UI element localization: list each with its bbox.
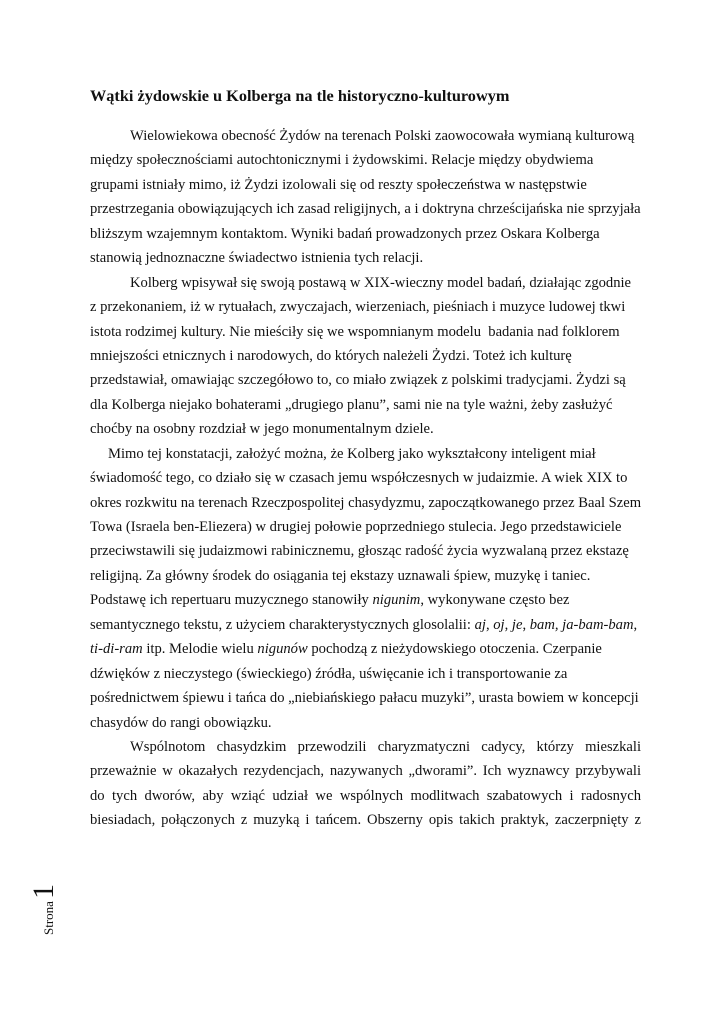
text-run: dla Kolberga niejako bohaterami „drugiego planu”, sami nie na tyle ważni, żeby zasłużyć [90, 396, 613, 413]
text-line [90, 271, 641, 295]
text-line [90, 784, 641, 808]
text-run: Wspólnotom chasydzkim przewodzili charyzmatyczni cadycy, którzy mieszkali [130, 738, 641, 755]
text-run: Mimo tej konstatacji, założyć można, że Kolberg jako wykształcony inteligent miał [108, 445, 596, 462]
page-number-group [27, 875, 67, 935]
text-run: Kolberg wpisywał się swoją postawą w XIX-wieczny model badań, działając zgodnie [130, 274, 632, 291]
text-line [90, 564, 641, 588]
text-line [90, 393, 641, 417]
text-line [90, 686, 641, 710]
page-footer [27, 875, 77, 935]
text-run: do tych dworów, aby wziąć udział we wspólnych modlitwach szabatowych i radosnych [90, 787, 641, 804]
text-run: przeważnie w okazałych rezydencjach, nazywanych „dworami”. Ich wyznawcy przybywali [90, 763, 641, 780]
text-line [90, 466, 641, 490]
text-line [90, 613, 641, 637]
paragraph [90, 735, 641, 833]
text-line [90, 759, 641, 783]
text-run: biesiadach, połączonych z muzyką i tańcem. Obszerny opis takich praktyk, zaczerpnięty z [90, 812, 641, 829]
text-run: itp. Melodie wielu [142, 641, 258, 658]
text-run: przeciwstawili się judaizmowi rabinicznemu, głosząc radość życia wyzwalaną przez ekstazę [90, 543, 629, 560]
text-run: , [485, 616, 494, 633]
text-line [90, 197, 641, 221]
text-run: , [633, 616, 638, 633]
text-line [90, 368, 641, 392]
page-label: Strona [41, 901, 56, 935]
text-run: przedstawiał, omawiając szczegółowo to, co miało związek z polskimi tradycjami. Żydzi są [90, 372, 626, 389]
text-run: pochodzą z nieżydowskiego otoczenia. Czerpanie [307, 641, 602, 658]
italic-term: aj [474, 616, 486, 633]
text-line [90, 442, 641, 466]
text-line [90, 735, 641, 759]
text-run: między społecznościami autochtonicznymi i żydowskimi. Relacje między obydwiema [90, 152, 594, 169]
text-line [90, 417, 641, 441]
italic-term: oj [493, 616, 505, 633]
text-line [90, 320, 641, 344]
italic-term: bam, ja-bam-bam [529, 616, 634, 633]
text-line [90, 539, 641, 563]
text-line [90, 711, 641, 735]
text-run: choćby na osobny rozdział w jego monumentalnym dziele. [90, 421, 434, 438]
text-line [90, 662, 641, 686]
text-line [90, 637, 641, 661]
text-run: Towa (Israela ben-Eliezera) w drugiej połowie poprzedniego stulecia. Jego przedstawiciele [90, 519, 622, 535]
text-run: , [504, 616, 512, 633]
text-run: świadomość tego, co działo się w czasach jemu współczesnych w judaizmie. A wiek XIX to [90, 470, 628, 487]
paragraph [90, 442, 641, 735]
page-number: 1 [27, 884, 60, 900]
text-line [90, 491, 641, 515]
text-run: stanowią jednoznaczne świadectwo istnienia tych relacji. [90, 250, 424, 267]
text-run: grupami istniały mimo, iż Żydzi izolowali się od reszty społeczeństwa w następstwie [90, 176, 587, 193]
text-line [90, 344, 641, 368]
text-run: Wielowiekowa obecność Żydów na terenach Polski zaowocowała wymianą kulturową [130, 128, 635, 144]
document-title: Wątki żydowskie u Kolberga na tle historyczno-kulturowym [90, 86, 510, 105]
paragraph [90, 124, 641, 271]
text-run: bliższym wzajemnym kontaktom. Wyniki badań prowadzonych przez Oskara Kolberga [90, 225, 600, 242]
italic-term: je [511, 616, 523, 633]
text-line [90, 173, 641, 197]
text-run: chasydów do rangi obowiązku. [90, 714, 272, 731]
text-run: , wykonywane często bez [420, 592, 570, 609]
italic-term: nigunów [257, 641, 308, 658]
text-run: semantycznego tekstu, z użyciem charakterystycznych glosolalii: [90, 616, 475, 633]
text-run: z przekonaniem, iż w rytuałach, zwyczajach, wierzeniach, pieśniach i muzyce ludowej tkwi [90, 299, 626, 316]
text-line [90, 246, 641, 270]
text-line [90, 222, 641, 246]
text-run: religijną. Za główny środek do osiągania tej ekstazy uznawali śpiew, muzykę i taniec. [90, 567, 591, 584]
text-run: mniejszości etnicznych i narodowych, do których należeli Żydzi. Toteż ich kulturę [90, 347, 572, 364]
text-run: dźwięków z nieczystego (świeckiego) źródła, uświęcanie ich i transportowanie za [90, 665, 568, 682]
text-run: pośrednictwem śpiewu i tańca do „niebiańskiego pałacu muzyki”, urasta bowiem w koncepcji [90, 690, 639, 707]
text-run: , [522, 616, 530, 633]
italic-term: nigunim [372, 592, 421, 609]
text-line [90, 808, 641, 832]
paragraph [90, 271, 641, 442]
text-line [90, 515, 641, 539]
text-run: Podstawę ich repertuaru muzycznego stanowiły [90, 592, 373, 609]
text-line [90, 295, 641, 319]
text-line [90, 124, 641, 148]
text-line [90, 588, 641, 612]
text-line [90, 148, 641, 172]
text-run: przestrzegania obowiązujących ich zasad religijnych, a i doktryna chrześcijańska nie sprzyjała [90, 201, 641, 218]
text-run: okres rozkwitu na terenach Rzeczpospolitej chasydyzmu, zapoczątkowanego przez Baal Szem [90, 494, 642, 511]
italic-term: ti-di-ram [90, 641, 143, 658]
document-body [90, 124, 641, 833]
text-run: istota rodzimej kultury. Nie mieściły się we wspomnianym modelu badania nad folklorem [90, 323, 620, 340]
